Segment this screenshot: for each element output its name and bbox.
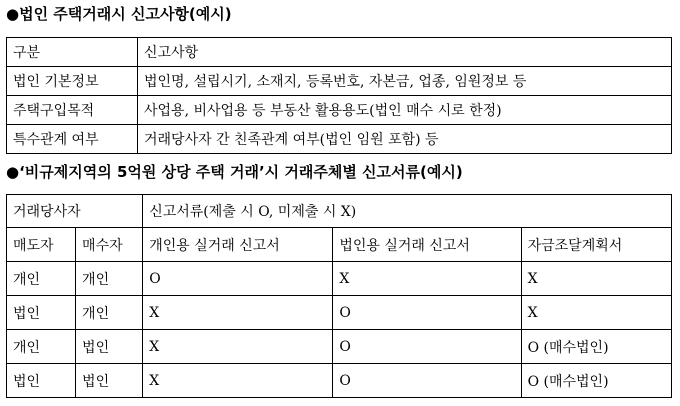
seller-header: 매도자 [7,228,76,262]
table-row [7,96,672,125]
table-cell: O [333,296,521,330]
table-cell: O [333,330,521,364]
table-row [7,330,672,364]
table-row [7,364,672,398]
table-cell: 법인 [76,330,143,364]
table-cell: 주택구입목적 [7,96,138,125]
table-header-row [7,195,672,228]
table-cell: X [143,364,333,398]
docs-header: 신고서류(제출 시 O, 미제출 시 X) [143,195,672,228]
table-cell: 법인 [7,296,76,330]
buyer-header: 매수자 [76,228,143,262]
table-cell: O [333,364,521,398]
party-header: 거래당사자 [7,195,143,228]
documents-by-party-table [6,194,672,398]
table-cell: 법인 [76,364,143,398]
table-cell: 개인 [76,262,143,296]
table-cell: 특수관계 여부 [7,125,138,154]
table-cell: X [521,262,671,296]
section2-heading: ●‘비규제지역의 5억원 상당 주택 거래’시 거래주체별 신고서류(예시) [6,163,463,181]
table-cell: 법인 기본정보 [7,67,138,96]
table-cell: X [143,296,333,330]
table-cell: O (매수법인) [521,364,671,398]
table-cell: O [143,262,333,296]
table-header-row [7,228,672,262]
table-row [7,125,672,154]
table-cell: 법인명, 설립시기, 소재지, 등록번호, 자본금, 업종, 임원정보 등 [138,67,672,96]
table-row [7,262,672,296]
doc1-header: 개인용 실거래 신고서 [143,228,333,262]
doc3-header: 자금조달계획서 [521,228,671,262]
table-cell: 신고사항 [138,38,672,67]
report-items-table [6,37,672,154]
table-cell: 개인 [7,330,76,364]
table-cell: 구분 [7,38,138,67]
table-cell: 거래당사자 간 친족관계 여부(법인 임원 포함) 등 [138,125,672,154]
table-cell: X [521,296,671,330]
table-cell: 개인 [76,296,143,330]
table-row [7,67,672,96]
table-row [7,38,672,67]
table-cell: X [143,330,333,364]
table-cell: X [333,262,521,296]
table-cell: 법인 [7,364,76,398]
doc2-header: 법인용 실거래 신고서 [333,228,521,262]
table-cell: O (매수법인) [521,330,671,364]
table-cell: 사업용, 비사업용 등 부동산 활용용도(법인 매수 시로 한정) [138,96,672,125]
table-row [7,296,672,330]
section1-heading: ●법인 주택거래시 신고사항(예시) [6,5,232,23]
table-cell: 개인 [7,262,76,296]
